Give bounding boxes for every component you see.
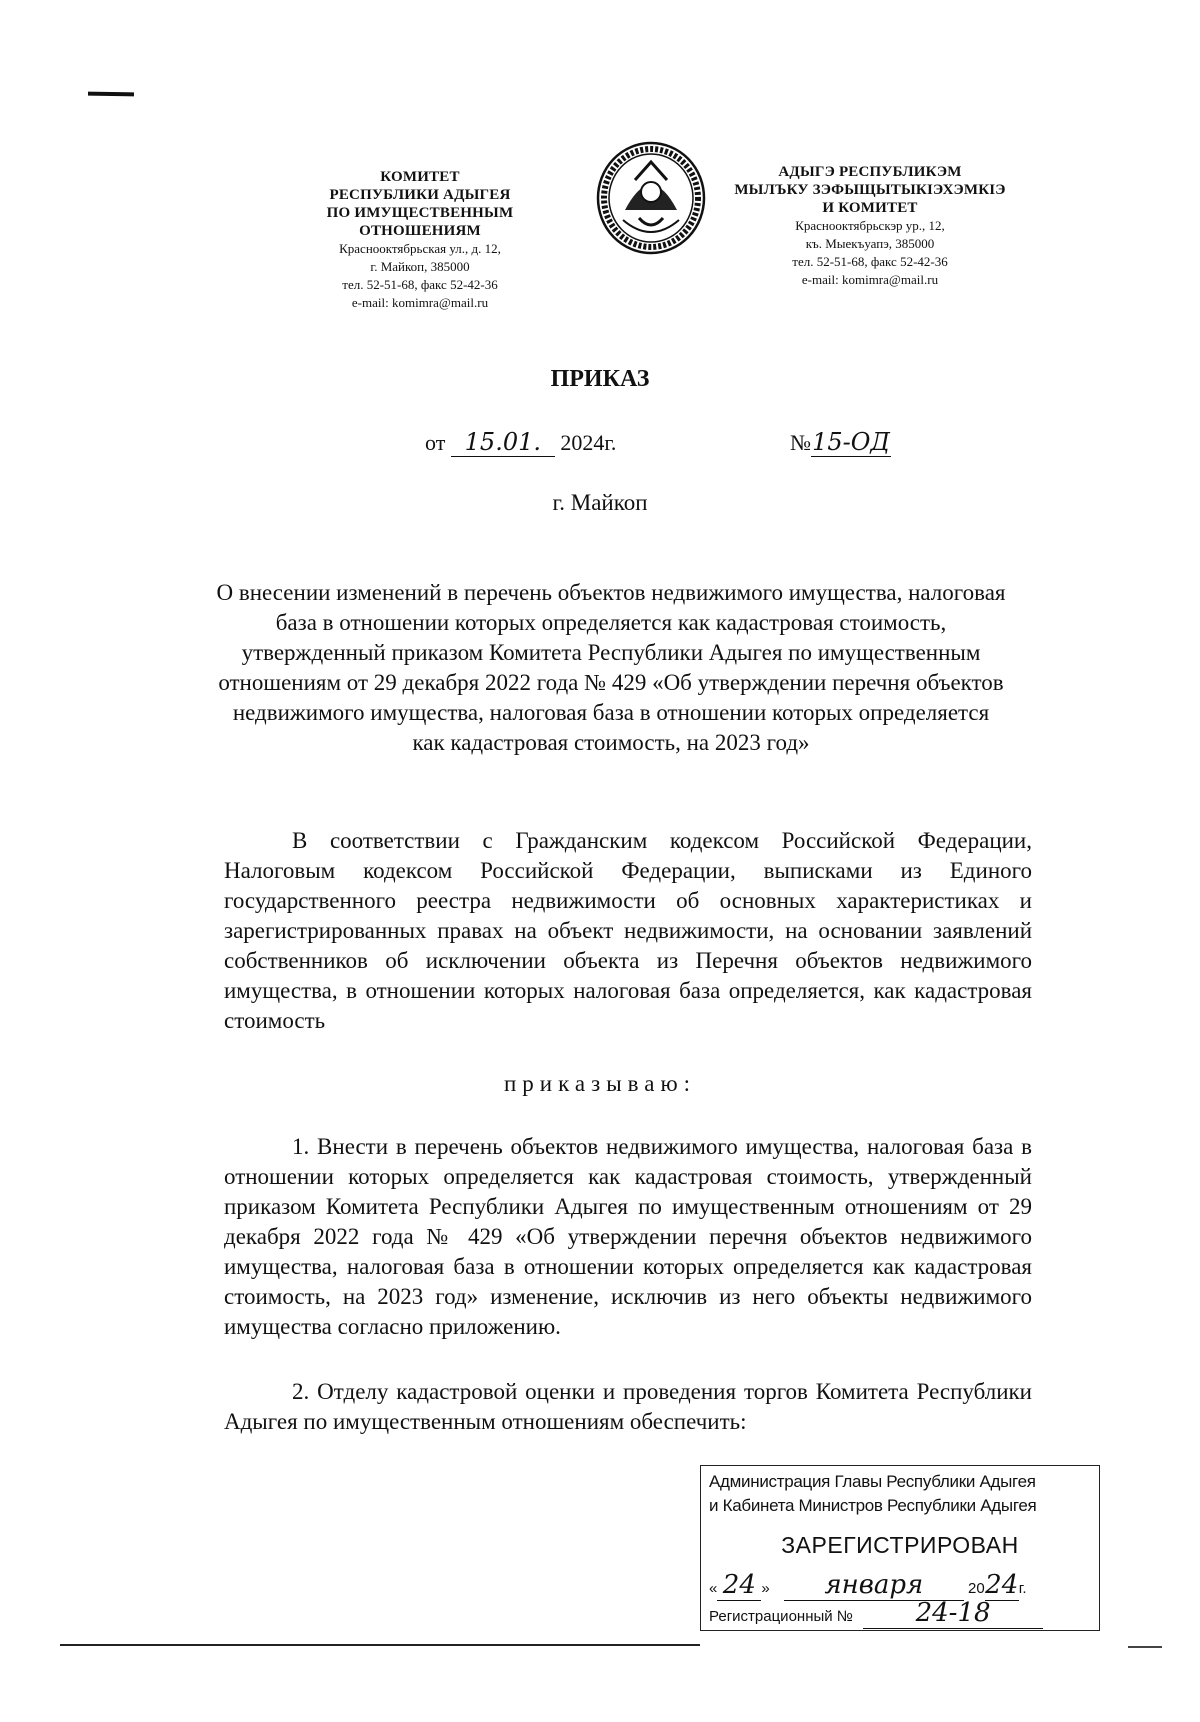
registration-stamp bbox=[700, 1465, 1100, 1631]
order-item-2: 2. Отделу кадастровой оценки и проведения торгов Комитета Республики Адыгея по имущественным отношениям обеспечить: bbox=[224, 1379, 1032, 1434]
bottom-rule bbox=[60, 1644, 700, 1646]
stamp-day: 24 bbox=[717, 1570, 761, 1601]
stamp-reg-label: Регистрационный № bbox=[709, 1608, 853, 1625]
scan-mark bbox=[88, 92, 134, 97]
date-suffix: 2024г. bbox=[560, 430, 617, 455]
stamp-close-quote: » bbox=[761, 1580, 770, 1597]
stamp-line1: Администрация Главы Республики Адыгея bbox=[709, 1472, 1036, 1491]
org-name-line1: КОМИТЕТ bbox=[380, 169, 460, 185]
org-name-line3: ПО ИМУЩЕСТВЕННЫМ ОТНОШЕНИЯМ bbox=[326, 205, 514, 239]
document-title: ПРИКАЗ bbox=[550, 366, 650, 392]
coat-of-arms-icon bbox=[595, 140, 707, 256]
document-city: г. Майкоп bbox=[552, 490, 648, 515]
stamp-registered: ЗАРЕГИСТРИРОВАН bbox=[781, 1532, 1019, 1558]
stamp-month: января bbox=[784, 1570, 964, 1601]
org-ady-phone: тел. 52-51-68, факс 52-42-36 bbox=[792, 254, 948, 269]
stamp-year-g: г. bbox=[1018, 1580, 1027, 1597]
bottom-rule-right bbox=[1128, 1646, 1162, 1648]
stamp-year-suffix: 24 bbox=[985, 1570, 1019, 1600]
stamp-year-prefix: 20 bbox=[968, 1580, 985, 1597]
org-ady-address2: къ. Мыекъуапэ, 385000 bbox=[805, 236, 935, 251]
date-value: 15.01. bbox=[451, 428, 555, 457]
stamp-open-quote: « bbox=[709, 1580, 718, 1597]
org-name-ady-line1: АДЫГЭ РЕСПУБЛИКЭМ bbox=[778, 164, 962, 180]
number-prefix: № bbox=[790, 430, 811, 455]
number-value: 15-ОД bbox=[812, 428, 890, 456]
org-ady-email: e-mail: komimra@mail.ru bbox=[801, 272, 939, 287]
org-name-line2: РЕСПУБЛИКИ АДЫГЕЯ bbox=[329, 187, 511, 203]
order-item-1: 1. Внести в перечень объектов недвижимого имущества, налоговая база в отношении которых определяется как кадастровая стоимость, утвержденный приказом Комитета Республики Адыгея по имущественным отношениям от 29 декабря 2022 года № 429 «Об утверждении перечня объектов недвижимого имущества, налоговая база в отношении которых определяется как кадастровая стоимость, на 2023 год» изменение, исключив из него объекты недвижимого имущества согласно приложению. bbox=[224, 1134, 1032, 1339]
document-date bbox=[425, 428, 616, 457]
document-number bbox=[790, 428, 891, 457]
org-email: e-mail: komimra@mail.ru bbox=[351, 295, 489, 310]
date-prefix: от bbox=[425, 430, 446, 455]
org-phone: тел. 52-51-68, факс 52-42-36 bbox=[342, 277, 498, 292]
org-name-ady-line2: МЫЛЪКУ ЗЭФЫЩЫТЫКІЭХЭМКІЭ bbox=[734, 182, 1006, 198]
org-address1: Краснооктябрьская ул., д. 12, bbox=[339, 241, 501, 256]
document-preamble: В соответствии с Гражданским кодексом Российской Федерации, Налоговым кодексом Российской Федерации, выписками из Единого государственного реестра недвижимости об основных характеристиках и зарегистрированных правах на объект недвижимости, на основании заявлений собственников об исключении объекта из Перечня объектов недвижимого имущества, в отношении которых налоговая база определяется, как кадастровая стоимость bbox=[224, 828, 1032, 1033]
stamp-line2: и Кабинета Министров Республики Адыгея bbox=[709, 1496, 1037, 1515]
document-subject: О внесении изменений в перечень объектов недвижимого имущества, налоговая база в отношении которых определяется как кадастровая стоимость, утвержденный приказом Комитета Республики Адыгея по имущественным отношениям от 29 декабря 2022 года № 429 «Об утверждении перечня объектов недвижимого имущества, налоговая база в отношении которых определяется как кадастровая стоимость, на 2023 год» bbox=[216, 580, 1006, 755]
org-address2: г. Майкоп, 385000 bbox=[370, 259, 470, 274]
org-ady-address1: Краснооктябрьскэр ур., 12, bbox=[795, 218, 945, 233]
stamp-reg-value: 24-18 bbox=[863, 1598, 1043, 1629]
stamp-date bbox=[709, 1570, 1027, 1601]
stamp-reg-number bbox=[709, 1598, 1043, 1629]
order-word: приказываю: bbox=[503, 1071, 697, 1096]
header-right bbox=[720, 163, 1020, 289]
org-name-ady-line3: И КОМИТЕТ bbox=[822, 200, 918, 216]
header-left bbox=[270, 168, 570, 312]
